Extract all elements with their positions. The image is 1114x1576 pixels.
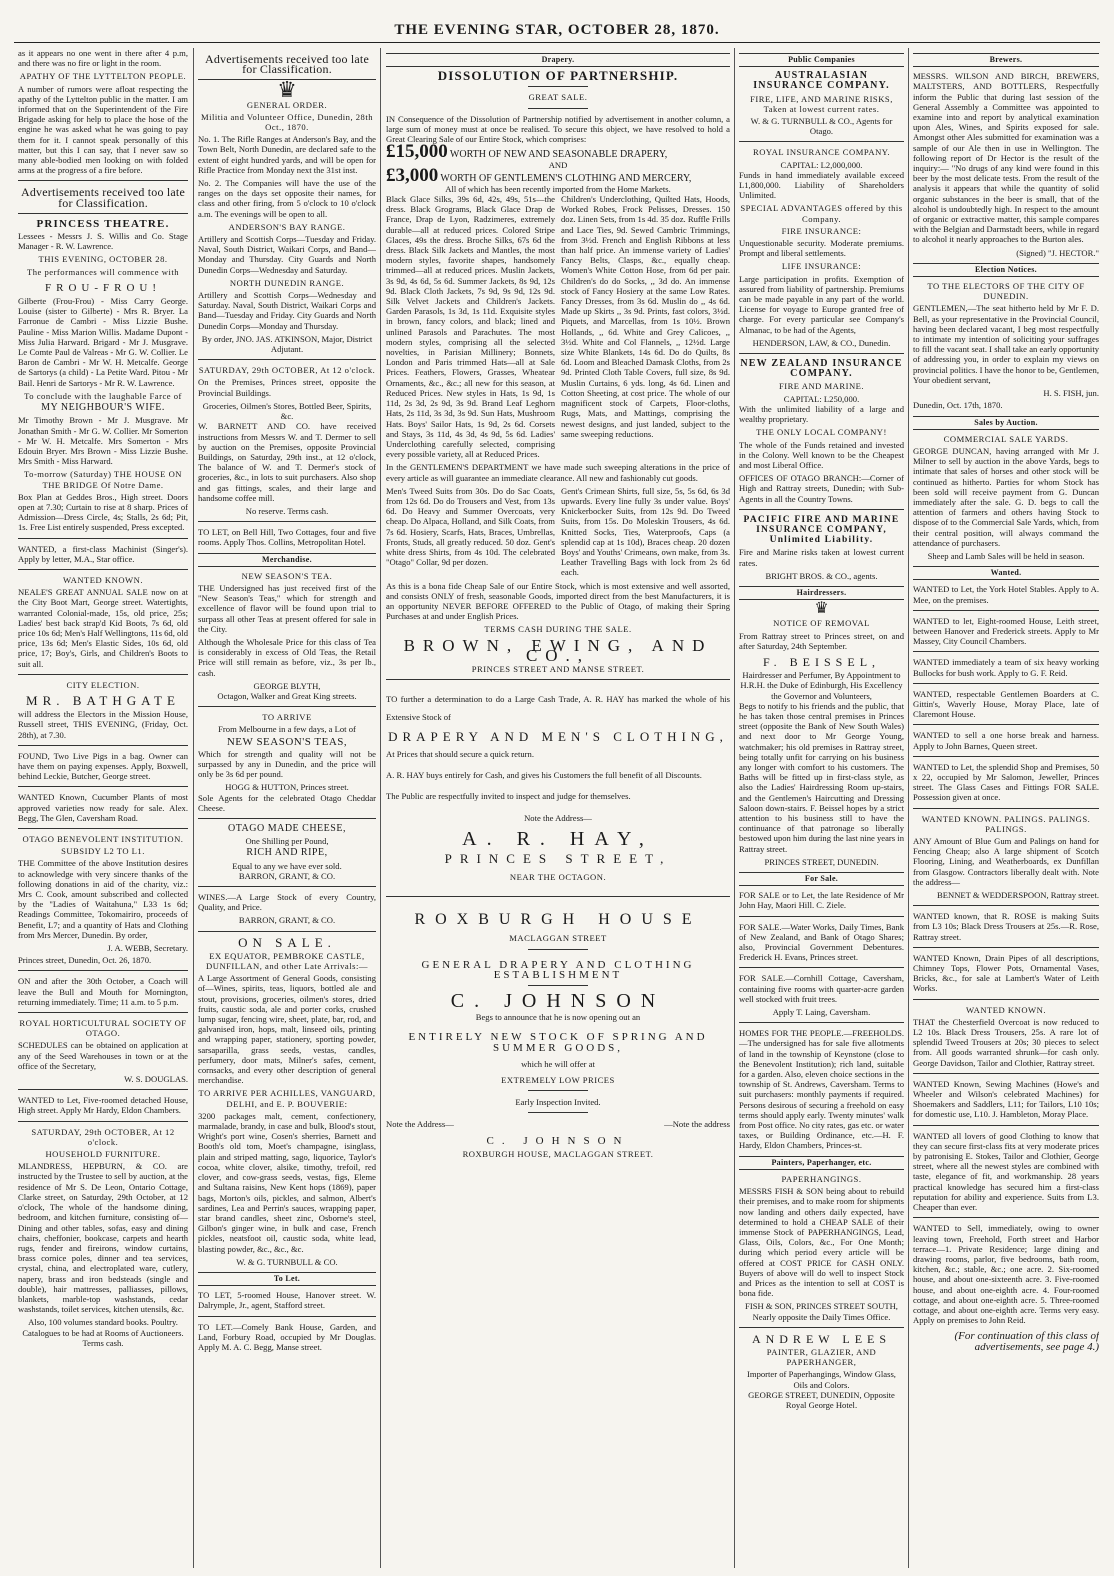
ad-text: Lessees - Messrs J. S. Willis and Co. Stage Manager - R. W. Lawrence. [18,231,188,252]
ad-text: Artillery and Scottish Corps—Tuesday and Friday. Naval, South District, Waikari Corps, and Band—Monday and Thursday. City Guards and North Dunedin Corps—Wednesday and Saturday. [198,234,376,275]
ad-text: WANTED to Let, Five-roomed detached House, High street. Apply Mr Hardy, Eldon Chambers. [18,1095,188,1116]
masthead: THE EVENING STAR, OCTOBER 28, 1870. [394,22,720,38]
ad-text: AND [548,160,568,171]
ad-text: TO further a determination to do a Large Cash Trade, A. R. HAY has marked the whole of his Extensive Stock of [386,694,730,723]
ad-signature: BARRON, GRANT, & CO. [238,870,336,881]
ad-subheading: SATURDAY, 29th OCTOBER, At 12 o'clock. [198,365,376,376]
ad-title: GENERAL DRAPERY AND CLOTHING ESTABLISHMENT [421,958,695,981]
ad-text: PRINCES STREET, DUNEDIN. [764,856,879,867]
ad-text: will address the Electors in the Mission House, Russell street, THIS EVENING, (Friday, Oct. 28th), at 7.30. [18,709,188,740]
ad-text: The whole of the Funds retained and invested in the Colony. Well known to be the Cheapest and most Liberal Office. [739,439,904,470]
column-4 [739,48,904,1568]
ad-signature: J. A. WEBB, Secretary. [107,943,188,954]
divider [18,674,188,675]
ad-text: TO LET, on Bell Hill, Two Cottages, four and five rooms. Apply Thos. Collins, Metropolitan Hotel. [198,527,376,548]
ad-subheading: SATURDAY, 29th OCTOBER, At 12 o'clock. [31,1126,175,1147]
divider [913,610,1099,611]
ad-text: WANTED Known, Cucumber Plants of most approved varieties now ready for sale. Alex. Begg, The Glen, Caversham Road. [18,792,188,823]
ad-title: F. BEISSEL, [762,654,881,669]
ad-subheading: FIRE, LIFE, AND MARINE RISKS, Taken at lowest current rates. [750,93,893,114]
price-desc: WORTH OF GENTLEMEN'S CLOTHING AND MERCERY, [440,172,692,184]
section-heading: Advertisements received too late for Classification. [204,52,369,77]
section-label: Sales by Auction. [913,416,1099,430]
divider [913,947,1099,948]
gents-list-left: Men's Tweed Suits from 30s. Do do Sac Coats, from 12s 6d. Do do Trousers and Vest, from 13s 6d. Do Heavy and Summer Overcoats, very cheap. Do Alpaca, Holland, and Silk Coats, from 7s 6d. Hosiery, Scarfs, Hats, Braces, Umbrellas, Fronts, Studs, all greatly reduced. 50 doz. Gent's white dress Shirts, from 4s 10d. The celebrated "Otago" Collar, 9d per dozen. [386,485,555,568]
ad-text: The performances will commence with [26,266,180,277]
ad-signature: BARRON, GRANT, & CO. [238,915,336,926]
divider [528,1112,588,1113]
ad-title: PRINCES STREET, [444,850,672,866]
ad-heading: HOUSEHOLD FURNITURE. [45,1149,161,1160]
ad-subheading: GREAT SALE. [528,92,588,103]
ad-subheading: LIFE INSURANCE: [781,261,862,272]
masthead-rule [14,42,1100,43]
ad-text: All of which has been recently imported from the Home Markets. [445,183,671,194]
ad-heading: WANTED KNOWN. [62,574,143,585]
ad-heading: TO ARRIVE [262,712,312,723]
ad-subheading: NORTH DUNEDIN RANGE. [229,277,345,288]
ad-text: Note the Address— [386,1119,454,1130]
ad-text: MLANDRESS, HEPBURN, & CO. are instructed by the Trustee to sell by auction, at the residence of Mr S. De Leon, Ontario Cottage, Clarke street, on Saturday, 29th October, at 12 o'clock, The whole of the handsome dining, bedroom, and kitchen furniture, consisting of—Dining and other tables, sofas, easy and dining chairs, cheffonier, bookcase, carpets and hearth rugs, fender and fireirons, window curtains, brass cornice poles, dinner and tea services, crystal, china, and electroplated ware, cutlery, napery, brass and iron bedsteads (single and double), hair mattresses, palliasses, pillows, blankets, marble-top washstands, cedar washstands, toilet services, kitchen utensils, &c. [18,1161,188,1315]
ad-signature: Apply T. Laing, Caversham. [772,1007,871,1018]
ad-signature: GEORGE BLYTH, [253,680,321,691]
divider [18,1012,188,1013]
ad-heading: WANTED KNOWN. PALINGS. PALINGS. PALINGS. [921,813,1091,834]
continuation-note: (For continuation of this class of advertisements, see page 4.) [954,1330,1099,1353]
ad-text: FOR SALE or to Let, the late Residence of Mr John Hay, Maori Hill. C. Ziele. [739,890,904,911]
ad-signature: BRIGHT BROS. & CO., agents. [765,570,878,581]
section-label: Merchandise. [198,553,376,567]
ad-text: WANTED known, that R. ROSE is making Suits from L3 10s; Black Dress Trousers at 25s.—R. Rose, Rattray street. [913,911,1099,942]
ad-text: Note the Address— [524,813,592,824]
divider [528,1090,588,1091]
ad-text: With the unlimited liability of a large and wealthy proprietary. [739,403,904,425]
section-label: Brewers. [913,53,1099,67]
ad-text: Fire and Marine risks taken at lowest current rates. [739,547,904,568]
divider [18,213,188,214]
ad-text: MACLAGGAN STREET [509,933,607,944]
ad-text: NEAR THE OCTAGON. [509,871,607,882]
section-label: Wanted. [913,566,1099,580]
ad-text: which he will offer at [521,1058,595,1069]
divider [18,828,188,829]
ad-text: Sole Agents for the celebrated Otago Cheddar Cheese. [198,792,376,813]
ad-text: WANTED to Let, the York Hotel Stables. Apply to A. Mee, on the premises. [913,584,1099,605]
column-5 [913,48,1099,1568]
ad-text: ANY Amount of Blue Gum and Palings on hand for Fencing Cheap; also A large shipment of Scotch Flooring, Lining, and Weatherboards, ex Dunfillan from Glasgow. Contractors liberally dealt with. Note the address— [913,836,1099,887]
ad-text: MESSRS FISH & SON being about to rebuild their premises, and to make room for shipments now landing and others daily expected, have determined to hold a CHEAP SALE of their immense Stock of PAPERHANGINGS, Lead, Glass, Oils, Colors, &c., For One Month; during which period every article will be offered at COST PRICE for CASH ONLY. Buyers of above will do well to inspect Stock and Prices as the intention to sell at COST is bona fide. [739,1186,904,1299]
ad-text: A Large Assortment of General Goods, consisting of—Wines, spirits, teas, liquors, bottled ale and stout, provisions, groceries, oilmen's stores, dried fruits, caustic soda, ale and porter corks, crushed lump sugar, fencing wire, sheet, plate, bar, rod, and galvanised iron, hops, malt, linseed oils, printing and wrapping paper, stationery, sporting powder, sarsaparilla, grass seeds, vestas, candles, perfumery, door mats, Milner's safes, cement, cornsacks, and every other description of general merchandise. [198,973,376,1086]
ad-text: Militia and Volunteer Office, Dunedin, 28th Oct., 1870. [200,111,374,133]
ad-subheading: SPECIAL ADVANTAGES offered by this Company. [740,203,903,224]
ad-title: MR. BATHGATE [26,692,180,708]
ad-text: CAPITAL: L250,000. [783,393,860,404]
ad-title: DRAPERY AND MEN'S CLOTHING, [388,729,728,745]
ad-heading: CITY ELECTION. [66,679,140,690]
divider [18,970,188,971]
ad-subheading: SUBSIDY L2 TO L1. [61,846,145,857]
divider [739,509,904,510]
divider [528,985,588,986]
divider [18,745,188,746]
column-rule [908,48,909,1568]
article-heading: APATHY OF THE LYTTELTON PEOPLE. [19,71,187,82]
divider [528,108,588,109]
ad-title: MY NEIGHBOUR'S WIFE. [41,402,165,414]
ad-text: CAPITAL: L2,000,000. [780,159,863,170]
ad-heading: PRINCESS THEATRE. [36,217,170,230]
ad-text: GENTLEMEN,—The seat hitherto held by Mr F. D. Bell, as your representative in the Provincial Council, having been declared vacant, I beg most respectfully to intimate my intention of soliciting your suffrages to fill the vacant seat. I shall take an early opportunity of addressing you, in order to explain my views on provincial politics. I have the honor to be, Gentlemen, Your obedient servant, [913,303,1099,385]
ad-text: WANTED, a first-class Machinist (Singer's). Apply by letter, M.A., Star office. [18,543,188,564]
ad-text: WANTED to sell a one horse break and harness. Apply to John Barnes, Queen street. [913,730,1099,751]
address-line [386,1119,730,1129]
ad-signature: W. & G. TURNBULL & CO., Agents for Otago. [750,116,893,137]
ad-text: Octagon, Walker and Great King streets. [217,690,357,701]
divider [198,931,376,932]
price-amount: £15,000 [386,141,448,163]
royal-crest-icon: ♛ [814,600,829,618]
section-label: For Sale. [739,872,904,886]
divider [739,1327,904,1328]
ad-title: C. JOHNSON [486,1134,630,1147]
divider [913,756,1099,757]
ad-subheading: FIRE AND MARINE. [778,381,865,392]
column-1 [18,48,188,1568]
ad-text: PRINCES STREET AND MANSE STREET. [471,663,645,674]
ad-subheading: THIS EVENING, OCTOBER 28. [38,254,168,265]
divider [198,886,376,887]
ad-text: No. 1. The Rifle Ranges at Anderson's Bay, and the Town Belt, North Dunedin, are declared safe to the extent of eight hundred yards, and will be open for Rifle Practice from Monday next the 31st inst. [198,134,376,175]
ad-heading: GENERAL ORDER. [246,99,328,110]
ad-text: WANTED all lovers of good Clothing to know that they can secure first-class fits at very moderate prices by patronising E. Stokes, Tailor and Clothier, George street, where all the newest styles are combined with taste, elegance of fit, and workmanship. 28 years practical knowledge has secured him a first-class reputation for ability and experience. Suits from L3. Cheaper than ever. [913,1130,1099,1213]
column-3 [386,48,730,1568]
divider [739,916,904,917]
ad-heading: NEW SEASON'S TEA. [241,570,333,581]
ad-text: From Melbourne in a few days, a Lot of [218,724,356,735]
ad-signature: BENNET & WEDDERSPOON, Rattray street. [937,890,1099,901]
ad-text: Artillery and Scottish Corps—Wednesday and Saturday. Naval, South District, Waikari Corps and Band—Tuesday and Friday. City Guards and North Dunedin Corps—Monday and Thursday. [198,290,376,331]
divider [913,1073,1099,1074]
ad-subheading: THE ONLY LOCAL COMPANY! [756,427,887,438]
gents-list [386,486,730,581]
ad-heading: OTAGO MADE CHEESE, [228,823,346,834]
section-label: Painters, Paperhanger, etc. [739,1156,904,1170]
divider [18,538,188,539]
divider [18,1089,188,1090]
ad-text: Begs to notify to his friends and the public, that he has taken those central premises in Princes street (opposite the Bank of New South Wales) and next door to Mr George Young, watchmaker; his old premises in Rattray street, being totally unfit for carrying on his business any longer with comfort to his customers. The Baths will be fitted up in first-class style, as also the Ladies' Hairdressing Room up-stairs, and the Gentlemen's Haircutting and Dressing Saloon down-stairs. F. Beissel hopes by a strict attention to his business still to have the continuance of that patronage so liberally bestowed upon him during the last nine years in Rattray street. [739,700,904,854]
ad-heading: NOTICE OF REMOVAL [773,618,870,629]
ad-title: FROU-FROU! [44,281,161,294]
ad-signature: By order, JNO. JAS. ATKINSON, Major, District Adjutant. [201,333,373,355]
divider [18,180,188,181]
price-desc: WORTH OF NEW AND SEASONABLE DRAPERY, [449,149,668,161]
divider [739,141,904,142]
divider [198,818,376,819]
ad-subheading: TERMS CASH DURING THE SALE. [484,624,632,635]
divider [198,521,376,522]
divider [18,786,188,787]
ad-text: Large participation in profits. Exemption of assured from liability of partnership. Premiums can be made payable in any part of the world. License for voyage to Europe granted free of charge. For every particular see Company's Almanac, to be had of the Agents, [739,273,904,335]
ad-title: C. JOHNSON [450,990,666,1012]
ad-heading: ROYAL INSURANCE COMPANY. [752,147,891,158]
ad-text: Unquestionable security. Moderate premiums. Prompt and liberal settlements. [739,238,904,259]
ad-text: Box Plan at Geddes Bros., High street. Doors open at 7.30; Curtain to rise at 8 sharp. Prices of Admission—Dress Circle, 4s; Stalls, 2s 6d; Pit, 1s. Free List entirely suspended, Press excepted. [18,491,188,533]
divider [913,651,1099,652]
divider [739,1022,904,1023]
ad-heading: COMMERCIAL SALE YARDS. [943,433,1069,444]
ad-heading: AUSTRALASIAN INSURANCE COMPANY. [753,70,890,92]
ad-heading: WANTED KNOWN. [965,1004,1046,1015]
divider [913,1125,1099,1126]
ad-text: NEALE'S GREAT ANNUAL SALE now on at the City Boot Mart, George street. Watertights, warranted Colonial-made, 15s, old price, 25s; Ladies' best back strap'd Kid Boots, 7s 6d, old price 10s 6d; Men's Half Wellingtons, 11s 6d, old price, 13s 6d; Men's Elastic Sides, 10s 6d, old price, 17; Boy's, Girls, and Children's Boots to suit all. [18,587,188,669]
section-heading: Advertisements received too late for Classification. [20,185,185,210]
ad-signature: HOGG & HUTTON, Princes street. [225,782,349,793]
ad-text: ON and after the 30th October, a Coach will leave the Bull and Mouth for Mornington, returning immediately. Time; 11 a.m. to 5 p.m. [18,976,188,1007]
divider [913,999,1099,1000]
ad-heading: ROYAL HORTICULTURAL SOCIETY OF OTAGO. [19,1018,187,1039]
ad-text: Terms cash. [82,1337,124,1348]
ad-title: ANDREW LEES [751,1331,892,1346]
ad-text: WANTED to Sell, immediately, owing to owner leaving town, Freehold, Forth street and Harbor terrace—1. Private Residence; large dining and drawing rooms, parlor, five bedrooms, bath room, kitchen, &c.; stable, &c.; one acre. 2. Six-roomed house, and about one-sixteenth acre. 3. Five-roomed house, and about one-eighth acre. 4. Four-roomed cottage, and about one-eighth acre. 5. Three-roomed cottage, and about one-eighth acre. Terms very easy. Apply on premises to John Reid. [913,1223,1099,1326]
ad-text: Equal to any we have ever sold. [232,860,342,871]
ad-text: At Prices that should secure a quick return. [386,749,534,760]
ad-text: WANTED to let, Eight-roomed House, Leith street, between Hanover and Frederick streets. Apply to Mr Massey, City Council Chambers. [913,615,1099,647]
article-text: A number of rumors were afloat respecting the apathy of the Lyttelton public in the matter. I am informed that on the Superintendent of the Fire Brigade asking for help to place the hose of the engine he was asked what he was going to pay them for it. I cannot speak personally of this matter, but this I can say, that I never saw so many able-bodied men looking on with folded arms at the progress of a fire before. [18,83,188,176]
ad-signature: HENDERSON, LAW, & CO., Dunedin. [752,337,891,348]
ad-text: HOMES FOR THE PEOPLE.—FREEHOLDS.—The undersigned has for sale five allotments of land in the township of Keynstone (close to the Benevolent Institution); rich land, suitable for a garden. Also, eleven choice sections in the township of St. Andrews, Caversham. Terms to suit purchasers: monthly payments if required. Persons desirous of securing a freehold on easy terms should apply early. Twenty minutes' walk from Post office. No city rates, gas etc. or water taxes, or Building Ordinance, etc.—H. F. Hardy, Eldon Chambers, Princes-st. [739,1028,904,1151]
ad-signature: (Signed) "J. HECTOR." [1016,247,1099,258]
stock-list-right: Children's Underclothing, Quilted Hats, Hoods, Worked Robes, Frock Pelisses, Dresses. 150 doz. Linen Sets, from 1s 4d. 35 doz. Ruffle Frills and Lace Ties, 9d. Sewed Cambric Trimmings, from 3½d. French and English Ribbons at less than half price. An immense variety of Ladies' Fancy Belts, Clasps, &c., equally cheap. Women's White Cotton Hose, from 6d per pair. Children's do do Socks, ,, 3d do. An immense stock of Fancy Hosiery at the same Low Rates. Fancy Dresses, from 3s 6d. Muslin do ,, 4s 6d. Made up Skirts ,, 3s 9d. Prints, fast colors, 3½d. Piquets, and Marcellas, from 1s 10½. Brown Hollands, ,, 6d. White and Grey Calicoes, ,, 3½d. White and Col Flannels, ,, 12½d. Large size White Blankets, 14s 6d. Do do Quilts, 8s 6d. Loom and Bleached Damask Cloths, from 2s 9d. Printed Cloth Table Covers, full size, 8s 9d. Muslin Curtains, 6 yds. long, 4s 6d. Linen and Cotton Sheeting, at cost price. The whole of our magnificent stock of Carpets, Floor-cloths, Rugs, Mats, and Mattings, comprising the newest designs, and just landed, subject to the same sweeping reductions. [561,194,730,439]
ad-text: MESSRS. WILSON AND BIRCH, BREWERS, MALTSTERS, AND BOTTLERS, Respectfully inform the Public that during last session of the General Assembly a Committee was appointed to examine into and report by analytical examination upon Ales, Wines, and Spirits exposed for sale. Amongst other Ales submitted for examination was a sample of our Ale then in use in Wellington. The following report of Dr Hector is the result of the inquiry:— "No drugs of any kind were found in this beer by the most delicate tests. From the result of the analysis it appears that while the quantity of solid organic substances in the beer is small, that of the alcohol is undoubtedly high. In respect to the amount of organic or extractive matter, this sample compares with the Belgian and Darmstadt beers, while in regard to alcohol it nearly approaches to the Burton ales. [913,71,1099,245]
ad-text: Which for strength and quality will not be surpassed by any in Dunedin, and the price will only be 3s 6d per pound. [198,748,376,780]
ad-subheading: ANDERSON'S BAY RANGE. [228,221,346,232]
ad-text: Early Inspection Invited. [515,1097,601,1108]
ad-text: GEORGE DUNCAN, having arranged with Mr J. Milner to sell by auction in the above Yards, begs to intimate that sales of horses and other stock will be continued as hitherto. Parties for whom Stock has been sold will receive payment from G. Duncan immediately after the sale. G. D. begs to call the attention of farmers and others having Stock to dispose of to the Commercial Sale Yards, which, from their central position, will always command the attendance of purchasers. [913,445,1099,548]
ad-text: Hairdresser and Perfumer, By Appointment to H.R.H. the Duke of Edinburgh, His Excellency the Governor and Volunteers, [740,670,903,701]
ad-text: WANTED immediately a team of six heavy working Bullocks for bush work. Apply to G. F. Reid. [913,657,1099,678]
ad-subheading: TO ARRIVE PER ACHILLES, VANGUARD, DELHI, and E. P. BOUVERIE: [198,1088,376,1109]
ad-heading: NEW ZEALAND INSURANCE COMPANY. [740,358,903,380]
divider [198,706,376,707]
ad-subheading: FIRE INSURANCE: [781,225,862,236]
ad-text: One Shilling per Pound, [245,836,329,847]
divider [913,905,1099,906]
ad-text: THE Committee of the above Institution desires to acknowledge with very sincere thanks of the following donations in aid of the charity, viz.: Mrs C. Cook, amount subscribed and collected by the "Ladies of Waitahuna," L33 1s 6d; Readings Committee, Tokomairiro, proceeds of Benefit, L7; and a quantity of Hats and Clothing from Mrs Mercer, Dunedin. By order, [18,858,188,940]
divider [386,896,730,897]
article-text: as it appears no one went in there after 4 p.m, and there was no fire or light in the room. [18,48,188,69]
ad-text: WANTED to Let, the splendid Shop and Premises, 50 x 22, occupied by Mr Salomon, Jeweller, Princes street. The Glass Cases and Fittings FOR SALE. Possession given at once. [913,761,1099,803]
divider [913,1217,1099,1218]
ad-text: A. R. HAY buys entirely for Cash, and gives his Customers the full benefit of all Discounts. [386,770,702,781]
ad-subheading: EX EQUATOR, PEMBROKE CASTLE, DUNFILLAN, and other Late Arrivals:— [206,950,368,972]
divider [386,679,730,680]
ad-title: RICH AND RIPE, [246,847,328,859]
royal-crest-icon: ♛ [277,77,297,103]
ad-signature: W. & G. TURNBULL & CO. [236,1256,338,1267]
ad-text: As this is a bona fide Cheap Sale of our Entire Stock, which is most extensive and well assorted, and consists ONLY of fresh, seasonable Goods, imported direct from the best Manufacturers, it is an opportunity NEVER BEFORE OFFERED to the Public of Otago, of making their Spring Purchases at and under English Prices. [386,580,730,622]
column-rule [734,48,735,1568]
ad-text: No. 2. The Companies will have the use of the ranges on the days set opposite their names, for class and other firing, from 5 o'clock to 10 o'clock a.m. The evenings will be open to all. [198,178,376,219]
ad-text: TO LET, 5-roomed House, Hanover street. W. Dalrymple, Jr., agent, Stafford street. [198,1290,376,1311]
ad-text: WANTED Known, Drain Pipes of all descriptions, Chimney Tops, Flower Pots, Ornamental Vases, Bricks, &c., for sale at Lambert's Water of Leith Works. [913,952,1099,994]
ad-subheading: EXTREMELY LOW PRICES [501,1075,615,1086]
ad-text: TO LET.—Comely Bank House, Garden, and Land, Forbury Road, occupied by Mr Douglas. Apply M. A. C. Begg, Manse street. [198,1321,376,1352]
column-rule [380,48,381,1568]
ad-text: FOUND, Two Live Pigs in a bag. Owner can have them on paying expenses. Apply, Boxwell, behind Leckie, Butcher, George street. [18,750,188,782]
ad-title: NEW SEASON'S TEAS, [226,735,348,748]
price-amount: £3,000 [386,164,439,186]
ad-text: 3200 packages malt, cement, confectionery, marmalade, brandy, in case and bulk, Blood's stout, Wright's port wine, Cosen's sherries, Barnett and Booth's old tom, Moet's champagne, isinglass, plain and striped matting, sago, liquorice, Taylor's cocoa, white clover, alsike, timothy, trefoil, red clover, and cow-grass seeds, vestas, figs, Eleme and Sultana raisins, New Kent hops (1869), paper bags, Morton's oils, pickles, and salmon, Albert's sardines, Lea and Perrin's sauces, wrapping paper, star brand candles, sheet zinc, Osborne's steel, Gilbon's ginger wine, in bulk and case, French pickles, neatsfoot oil, caustic soda, white lead, blasting powder, &c., &c., &c. [198,1110,376,1254]
divider [739,353,904,354]
ad-text: OFFICES OF OTAGO BRANCH:—Corner of High and Rattray streets, Dunedin; with Sub-Agents in all the Country Towns. [739,473,904,504]
ad-text: Catalogues to be had at Rooms of Auctioneers. [22,1327,184,1338]
ad-title: ENTIRELY NEW STOCK OF SPRING AND SUMMER GOODS, [408,1031,708,1054]
ad-heading: PAPERHANGINGS. [781,1173,862,1184]
ad-text: Princes street, Dunedin, Oct. 26, 1870. [18,955,152,966]
ad-text: —Note the address [664,1119,730,1130]
divider [528,86,588,87]
ad-text: Sheep and Lamb Sales will be held in season. [927,550,1085,561]
ad-signature: FISH & SON, PRINCES STREET SOUTH, Nearly opposite the Daily Times Office. [745,1301,898,1322]
ad-heading: DISSOLUTION OF PARTNERSHIP. [437,68,679,84]
ad-title: ON SALE. [238,934,336,950]
divider [913,683,1099,684]
divider [18,1121,188,1122]
ad-text: FOR SALE.—Cornhill Cottage, Caversham, containing five rooms with quarter-acre garden well stocked with fruit trees. [739,973,904,1004]
gents-list-right: Gent's Crimean Shirts, full size, 5s, 5s 6d, 6s 3d upwards. Every line fully 3s under value. Boys' Knickerbocker Suits, from 12s 9d. Do Tweed Suits, from 15s. Do Moleskin Trousers, 4s 6d. Knitted Socks, Ties, Waterproofs, Caps (a splendid cap at 1s 10d), Braces cheap. 20 dozen Boys' and Youths' Crimeans, own make, from 3s. Leather Travelling Bags with lock from 2s 6d each. [561,485,730,578]
ad-text: WINES.—A Large Stock of every Country, Quality, and Price. [198,892,376,913]
ad-text: Begs to announce that he is now opening out an [475,1012,641,1023]
section-label: Public Companies [739,53,904,67]
ad-text: THAT the Chesterfield Overcoat is now reduced to L2 10s. Black Dress Trousers, 25s. A rare lot of splendid Tweed Trousers at 20s; 30 pieces to select from. All goods warranted shrunk—for cash only. George Davidson, Tailor and Clothier, Rattray street. [913,1016,1099,1068]
ad-text: Dunedin, Oct. 17th, 1870. [913,400,1003,411]
ad-text: No reserve. Terms cash. [245,505,329,516]
ad-text: To conclude with the laughable Farce of [24,390,182,401]
ad-text: W. BARNETT AND CO. have received instructions from Messrs W. and T. Dermer to sell by auction on the Premises, opposite Provincial Buildings, on Saturday, 29th inst., at 12 o'clock, The balance of W. and T. Dermer's stock of groceries, &c., in lots to suit purchasers. Also shop and gas fittings, scales, and their large and handsome coffee mill. [198,421,376,503]
divider [528,949,588,950]
divider [18,569,188,570]
ad-text: To-morrow (Saturday) THE HOUSE ON THE BRIDGE Of Notre Dame. [24,469,182,490]
ad-title: BROWN, EWING, AND CO., [403,635,713,665]
section-label: Election Notices. [913,263,1099,277]
stock-list-left: Black Glace Silks, 39s 6d, 42s, 49s, 51s—the dress. Black Grograms, Black Glace Drap de France, Drap de Lyon, Radzimeres, extremely durable—all at reduced prices. Colored Stripe Glaces, 49s the dress. Broche Silks, 67s 6d the dress. Black Silk Jackets and Mantles, the most modern styles, favorite shapes, handsomely trimmed—all at reduced prices. Muslin Jackets, 3s 9d, 4s 6d, 5s 6d. Summer Jackets, 8s 9d, 12s 9d. Black Cloth Jackets, 7s 9d, 9s 9d, 12s 9d. Silk Velvet Jackets and Children's Jackets. Garden Parasols, 1s 3d, 1s 11d. Exquisite styles in brown, fancy colors, and black; lined and unlined Parasols and Parachutes. The most modern styles, comprising all the selected novelties, in Parisian Millinery; Bonnets, London and Paris trimmed Hats—all at Sale Prices. Feathers, Flowers, Grasses, Wheatear Ornaments, &c., &c.; all new for this season, at Reduced Prices. New styles in Hats, 1s 9d, 1s 11d, 2s 3d, 2s 9d, 3s 9d. Brand Leaf Leghorn Hats, 2s 11d, 3s 3d, 3s 9d. Sun Hats, Mushroom Hats. Boys' Sailor Hats, 1s 9d, 2s 6d. Corsets and Stays, 3s 11d, 4s 3d, 4s 9d, 5s 6d. Ladies' Underclothing carefully selected, comprising every possible variety, all at Reduced Prices. [386,194,555,460]
ad-text: IN Consequence of the Dissolution of Partnership notified by advertisement in another column, a large sum of money must at once be realised. To secure this object, we have resolved to hold a Great Clearing Sale of our Entire Stock, which comprises: [386,113,730,145]
ad-text: From Rattray street to Princes street, on and after Saturday, 24th September. [739,630,904,651]
ad-text: WANTED Known, Sewing Machines (Howe's and Wheeler and Wilson's celebrated Machines) for Shoemakers and Saddlers, L11; for Tailors, L10 10s; for domestic use, L10. J. Hambleton, Moray Place. [913,1078,1099,1120]
ad-heading: OTAGO BENEVOLENT INSTITUTION. [22,834,184,844]
ad-text: WANTED, respectable Gentlemen Boarders at C. Gittin's, Waverly House, Moray Place, late of Claremont House. [913,688,1099,720]
section-label: To Let. [198,1272,376,1286]
ad-signature: H. S. FISH, jun. [1043,388,1099,399]
divider [913,724,1099,725]
divider [198,1316,376,1317]
divider [198,359,376,360]
ad-text: On the Premises, Princes street, opposite the Provincial Buildings. [198,377,376,398]
ad-text: SCHEDULES can be obtained on application at any of the Seed Warehouses in town or at the office of the Secretary, [18,1040,188,1071]
ad-text: ROXBURGH HOUSE, MACLAGGAN STREET. [462,1148,654,1159]
ad-heading: TO THE ELECTORS OF THE CITY OF DUNEDIN. [927,281,1085,302]
ad-text: Importer of Paperhangings, Window Glass, Oils and Colors. [747,1369,896,1390]
ad-title: A. R. HAY, [462,827,654,850]
divider [739,967,904,968]
ad-heading: PACIFIC FIRE AND MARINE INSURANCE COMPANY, Unlimited Liability. [743,514,900,546]
ad-text: The Public are respectfully invited to inspect and judge for themselves. [386,791,631,802]
ad-text: Mr Timothy Brown - Mr J. Musgrave. Mr Jonathan Smith - Mr G. W. Collier. Mr Somerton - Mr W. H. Metcalfe. Mrs Somerton - Mrs Edouin Bryer. Mrs Brown - Miss Lizzie Bushe. Mrs Smith - Miss Harward. [18,415,188,467]
stock-list [386,194,730,462]
divider [913,808,1099,809]
ad-text: Gilberte (Frou-Frou) - Miss Carry George. Louise (sister to Gilberte) - Mrs R. Bryer. La Farronue de Cambri - Miss Lizzie Bushe. Pauline - Miss Marion Willis. Madame Dupont - Miss Julia Harward. Brigard - Mr J. Musgrave. Le Comte Paul de Valreas - Mr G. W. Collier. Le Baron de Cambri - Mr W. H. Metcalfe. George de Sartorys (a child) - La Petite Ward. Pitou - Mr Bail. Henri de Sartorys - Mr R. W. Lawrence. [18,296,188,388]
ad-text: Funds in hand immediately available exceed L1,800,000. Liability of Shareholders Unlimited. [739,169,904,201]
section-label: Hairdressers. [739,586,904,600]
section-label: Drapery. [386,53,730,67]
column-rule [193,48,194,1568]
price-line [386,164,730,186]
ad-text: THE Undersigned has just received first of the "New Season's Teas," which for strength and excellence of flavor will be found upon trial to surpass all other Teas at present offered for sale in the City. [198,582,376,634]
ad-text: In the GENTLEMEN'S DEPARTMENT we have made such sweeping alterations in the price of every article as will guarantee an immediate clearance. All new and fashionably cut goods. [386,462,730,483]
ad-subheading: PAINTER, GLAZIER, AND PAPERHANGER, [766,1346,877,1368]
ad-title: ROXBURGH HOUSE [414,911,702,929]
ad-text: GEORGE STREET, DUNEDIN, Opposite Royal George Hotel. [748,1389,895,1410]
ad-text: Also, 100 volumes standard books. Poultry. [28,1317,178,1328]
ad-signature: W. S. DOUGLAS. [124,1074,188,1085]
ad-text: Groceries, Oilmen's Stores, Bottled Beer, Spirits, &c. [202,400,372,422]
column-2 [198,48,376,1568]
ad-text: Although the Wholesale Price for this class of Tea is considerably in excess of Old Teas, the Retail Price will still remain as before, viz., 3s per lb., cash. [198,636,376,678]
price-line [386,141,730,163]
ad-text: FOR SALE.—Water Works, Daily Times, Bank of New Zealand, and Bank of Otago Shares; also, Provincial Government Debentures. Frederick H. Evans, Princes street. [739,921,904,963]
